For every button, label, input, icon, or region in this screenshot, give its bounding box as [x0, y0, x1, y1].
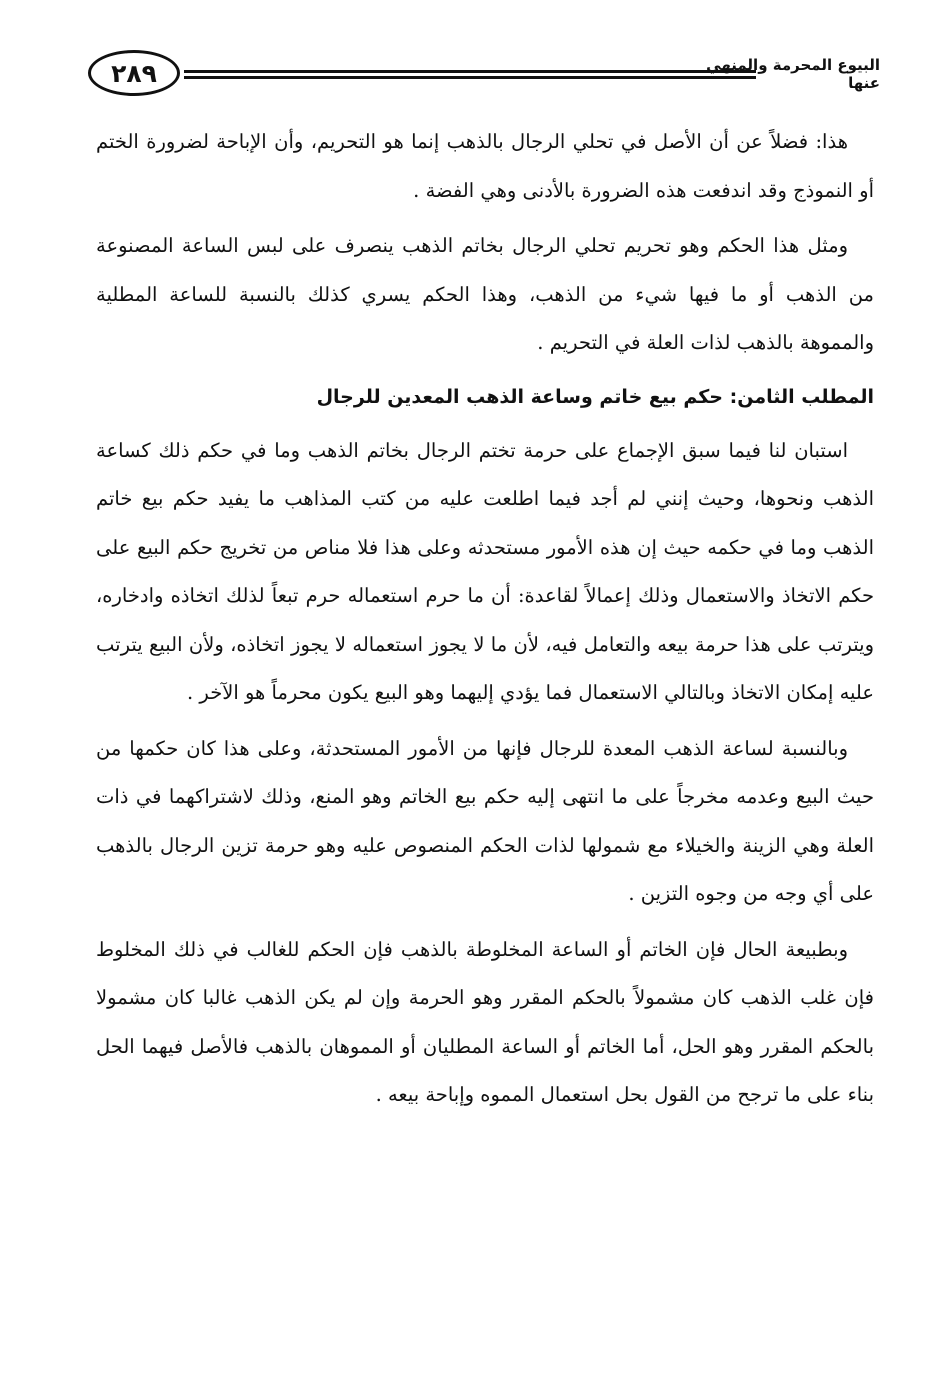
section-heading: المطلب الثامن: حكم بيع خاتم وساعة الذهب المعدين للرجال [316, 385, 874, 408]
page-header [80, 46, 880, 102]
paragraph-5: وبطبيعة الحال فإن الخاتم أو الساعة المخلوطة بالذهب فإن الحكم للغالب في ذلك المخلوط فإن غلب الذهب كان مشمولاً بالحكم المقرر وهو الحرمة وإن لم يكن الذهب غالبا كان مشمولا بالحكم المقرر وهو الحل، أما الخاتم أو الساعة المطليان أو المموهان بالذهب فالأصل فيهما الحل بناء على ما ترجح من القول بحل استعمال المموه وإباحة بيعه . [96, 937, 874, 1106]
body-text [96, 118, 874, 1127]
paragraph-4: وبالنسبة لساعة الذهب المعدة للرجال فإنها من الأمور المستحدثة، وعلى هذا كان حكمها من حيث البيع وعدمه مخرجاً على ما انتهى إليه حكم بيع الخاتم وهو المنع، وذلك لاشتراكهما في ذات العلة وهي الزينة والخيلاء مع شمولها لذات الحكم المنصوص عليه وهو حرمة تزين الرجال بالذهب على أي وجه من وجوه التزين . [96, 736, 874, 905]
paragraph-1: هذا: فضلاً عن أن الأصل في تحلي الرجال بالذهب إنما هو التحريم، وأن الإباحة لضرورة الختم أو النموذج وقد اندفعت هذه الضرورة بالأدنى وهي الفضة . [96, 130, 874, 202]
page-number: ٢٨٩ [88, 50, 180, 96]
running-title: البيوع المحرمة والمنهي عنها [706, 56, 880, 92]
header-rule [184, 70, 756, 79]
paragraph-3: استبان لنا فيما سبق الإجماع على حرمة تختم الرجال بخاتم الذهب وما في حكم ذلك كساعة الذهب ونحوها، وحيث إنني لم أجد فيما اطلعت عليه من كتب المذاهب ما يفيد حكم بيع خاتم الذهب وما في حكمه حيث إن هذه الأمور مستحدثه وعلى هذا فلا مناص من تخريج حكم البيع على حكم الاتخاذ والاستعمال وذلك إعمالاً لقاعدة: أن ما حرم استعماله حرم تبعاً لذلك اتخاذه وادخاره، ويترتب على هذا حرمة بيعه والتعامل فيه، لأن ما لا يجوز استعماله لا يجوز اتخاذه، ولأن البيع يترتب عليه إمكان الاتخاذ وبالتالي الاستعمال فما يؤدي إليهما وهو البيع يكون محرماً هو الآخر . [96, 438, 874, 704]
paragraph-2: ومثل هذا الحكم وهو تحريم تحلي الرجال بخاتم الذهب ينصرف على لبس الساعة المصنوعة من الذهب أو ما فيها شيء من الذهب، وهذا الحكم يسري كذلك بالنسبة للساعة المطلية والمموهة بالذهب لذات العلة في التحريم . [96, 234, 874, 354]
